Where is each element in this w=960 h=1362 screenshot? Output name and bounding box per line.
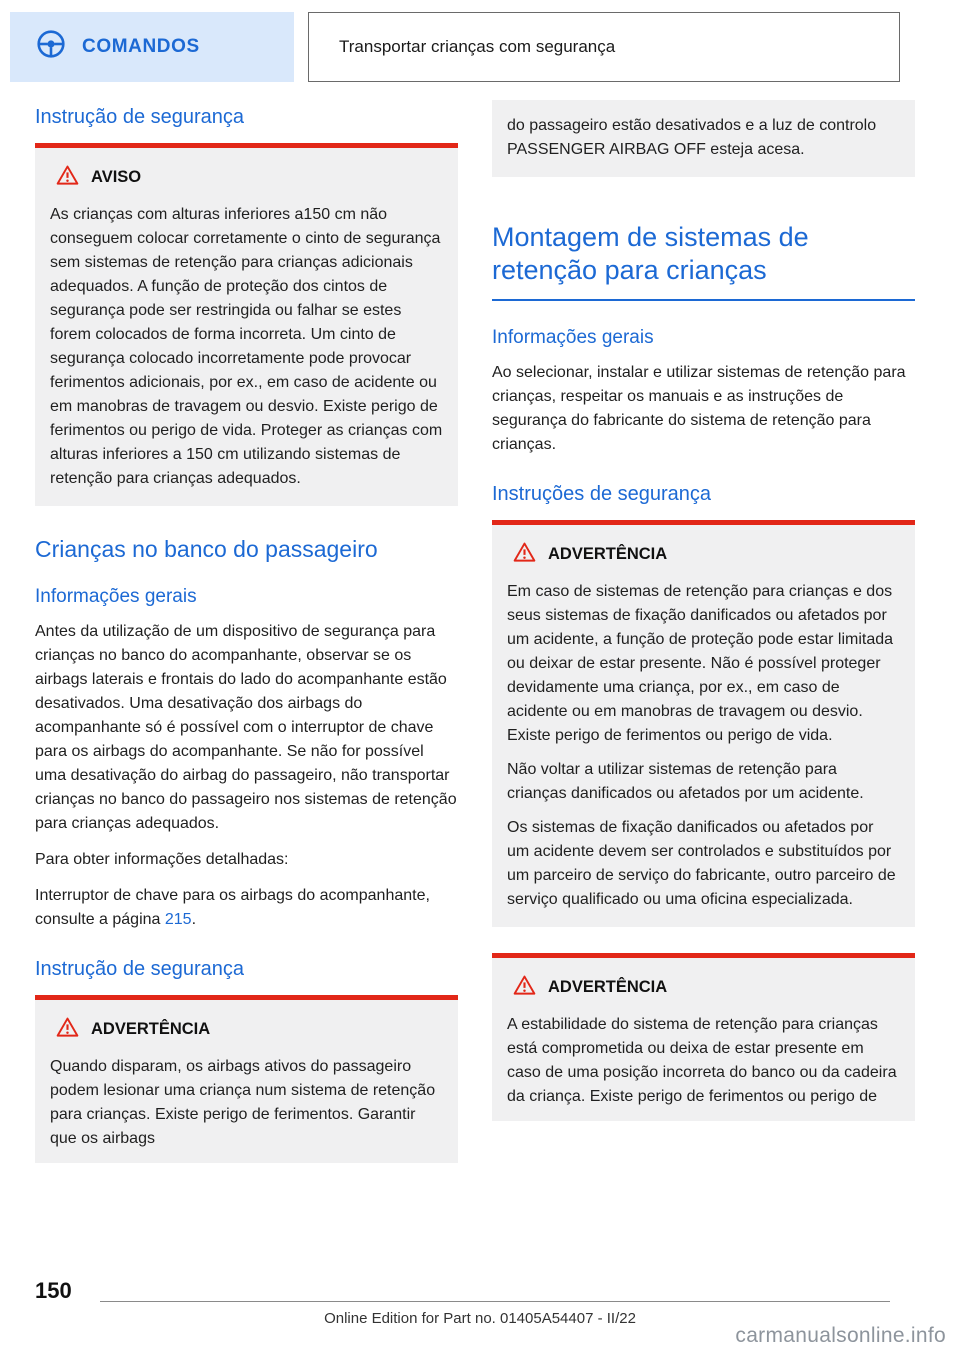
warning-paragraph: Não voltar a utilizar sistemas de retenção para crianças danificados ou afetados por um acidente. xyxy=(507,760,864,802)
warning-box-airbags-header xyxy=(50,1016,443,1043)
steering-wheel-icon xyxy=(36,29,66,65)
general-info-paragraph-left: Antes da utilização de um dispositivo de segurança para crianças no banco do acompanhante, observar se os airbags laterais e frontais do lado do acompanhante estão desativados. Uma desativação dos airbags do acompanhante só é possível com o interruptor de chave para os airbags do acompanhante. Se não for possível uma desativação do airbag do passageiro, não transportar crianças no banco do passageiro nos sistemas de retenção para crianças adequados. xyxy=(35,622,457,832)
link-paragraph-before: Interruptor de chave para os airbags do acompanhante, consulte a página xyxy=(35,886,430,928)
warning-body: A estabilidade do sistema de retenção para crianças está comprometida ou deixa de estar presente em caso de uma posição incorreta do banco ou da cadeira da criança. Existe perigo de ferimentos ou perigo de xyxy=(507,1015,897,1105)
content-columns xyxy=(35,100,915,1272)
details-paragraph: Para obter informações detalhadas: xyxy=(35,850,289,868)
mounting-section-heading: Montagem de sistemas de retenção para crianças xyxy=(492,221,915,301)
footer-rule xyxy=(100,1301,890,1302)
right-column xyxy=(492,100,915,1272)
warning-paragraph: Em caso de sistemas de retenção para crianças e dos seus sistemas de fixação danificados ou afetados por um acidente, a função de proteção pode estar limitada ou deixar de estar presente. Não é possível proteger devidamente uma criança, por ex., em caso de acidente ou em manobras de travagem ou desvio. Existe perigo de ferimentos ou perigo de vida. xyxy=(507,582,894,744)
caution-box-header xyxy=(50,164,443,191)
warning-box-airbags-continuation xyxy=(492,100,915,177)
chapter-tab xyxy=(10,12,294,82)
page-header xyxy=(10,12,900,82)
watermark: carmanualsonline.info xyxy=(735,1324,946,1347)
warning-box-damaged-systems xyxy=(492,520,915,927)
edition-line: Online Edition for Part no. 01405A54407 - II/22 xyxy=(324,1310,636,1327)
caution-title: AVISO xyxy=(91,168,142,186)
chapter-label: COMANDOS xyxy=(82,36,200,57)
warning-title: ADVERTÊNCIA xyxy=(548,544,668,563)
general-info-heading-left: Informações gerais xyxy=(35,585,197,607)
safety-note-heading-1: Instrução de segurança xyxy=(35,106,245,128)
warning-body: Quando disparam, os airbags ativos do passageiro podem lesionar uma criança num sistema de retenção para crianças. Existe perigo de ferimentos. Garantir que os airbags xyxy=(50,1057,436,1147)
general-info-paragraph-right: Ao selecionar, instalar e utilizar sistemas de retenção para crianças, respeitar os manuais e as instruções de segurança do fabricante do sistema de retenção para crianças. xyxy=(492,363,906,453)
warning-paragraph: Os sistemas de fixação danificados ou afetados por um acidente devem ser controlados e substituídos por um parceiro de serviço do fabricante, outro parceiro de serviço qualificado ou uma oficina especializada. xyxy=(507,818,896,908)
warning-box-stability-header xyxy=(507,974,900,1001)
warning-continuation-body: do passageiro estão desativados e a luz de controlo PASSENGER AIRBAG OFF esteja acesa. xyxy=(507,117,877,158)
warning-triangle-icon xyxy=(56,164,79,191)
caution-body: As crianças com alturas inferiores a150 cm não conseguem colocar corretamente o cinto de segurança sem sistemas de retenção para crianças adicionais adequados. A função de proteção dos cintos de segurança pode ser restringida ou falhar se estes forem colocados de forma incorreta. Um cinto de segurança colocado incorretamente pode provocar ferimentos adicionais, por ex., em caso de acidente ou em manobras de travagem ou desvio. Existe perigo de ferimentos ou perigo de vida. Proteger as crianças com alturas inferiores a 150 cm utilizando sistemas de retenção para crianças adequados. xyxy=(50,206,443,487)
section-title: Transportar crianças com segurança xyxy=(339,37,616,56)
section-title-box xyxy=(308,12,900,82)
warning-box-damaged-header xyxy=(507,541,900,568)
link-paragraph-after: . xyxy=(191,910,197,928)
left-column xyxy=(35,100,458,1272)
page-link-215[interactable]: 215 xyxy=(164,910,192,928)
warning-title: ADVERTÊNCIA xyxy=(548,977,668,996)
caution-box xyxy=(35,143,458,506)
link-paragraph xyxy=(35,884,458,932)
safety-note-heading-2: Instrução de segurança xyxy=(35,957,245,980)
general-info-heading-right: Informações gerais xyxy=(492,326,654,348)
warning-triangle-icon xyxy=(56,1016,79,1043)
warning-box-stability xyxy=(492,953,915,1121)
warning-triangle-icon xyxy=(513,541,536,568)
safety-instructions-heading: Instruções de segurança xyxy=(492,482,712,505)
passenger-seat-heading: Crianças no banco do passageiro xyxy=(35,536,378,562)
warning-triangle-icon xyxy=(513,974,536,1001)
page-number: 150 xyxy=(35,1278,72,1303)
warning-box-airbags xyxy=(35,995,458,1163)
warning-title: ADVERTÊNCIA xyxy=(91,1019,211,1038)
